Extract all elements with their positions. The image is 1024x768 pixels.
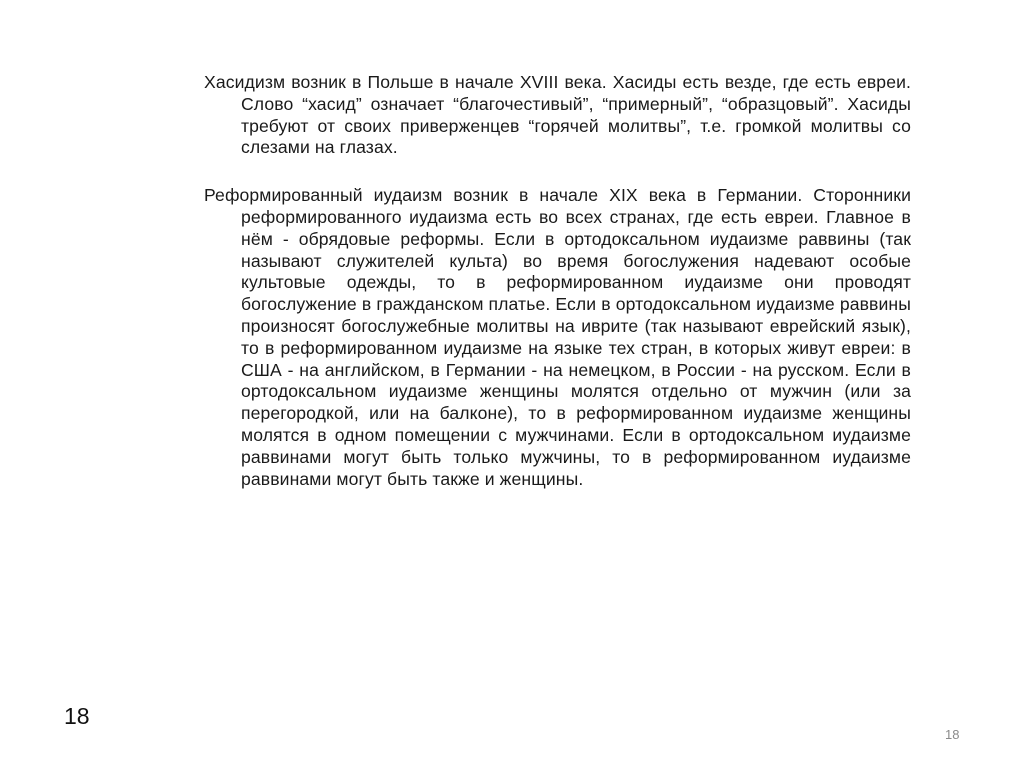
slide-body xyxy=(204,72,911,516)
paragraph-hasidism: Хасидизм возник в Польше в начале XVIII века. Хасиды есть везде, где есть евреи. Слово “хасид” означает “благочестивый”, “примерный”, “образцовый”. Хасиды требуют от своих приверженцев “горячей молитвы”, т.е. громкой молитвы со слезами на глазах. xyxy=(204,72,911,158)
paragraph-reform-judaism: Реформированный иудаизм возник в начале XIX века в Германии. Сторонники реформированного иудаизма есть во всех странах, где есть евреи. Главное в нём - обрядовые реформы. Если в ортодоксальном иудаизме раввины (так называют служителей культа) во время богослужения надевают особые культовые одежды, то в реформированном иудаизме они проводят богослужение в гражданском платье. Если в ортодоксальном иудаизме раввины произносят богослужебные молитвы на иврите (так называют еврейский язык), то в реформированном иудаизме на языке тех стран, в которых живут евреи: в США - на английском, в Германии - на немецком, в России - на русском. Если в ортодоксальном иудаизме женщины молятся отдельно от мужчин (или за перегородкой, или на балконе), то в реформированном иудаизме женщины молятся в одном помещении с мужчинами. Если в ортодоксальном иудаизме раввинами могут быть только мужчины, то в реформированном иудаизме раввинами могут быть также и женщины. xyxy=(204,185,911,489)
page-number-small: 18 xyxy=(945,727,960,742)
page-number-large: 18 xyxy=(64,703,90,729)
